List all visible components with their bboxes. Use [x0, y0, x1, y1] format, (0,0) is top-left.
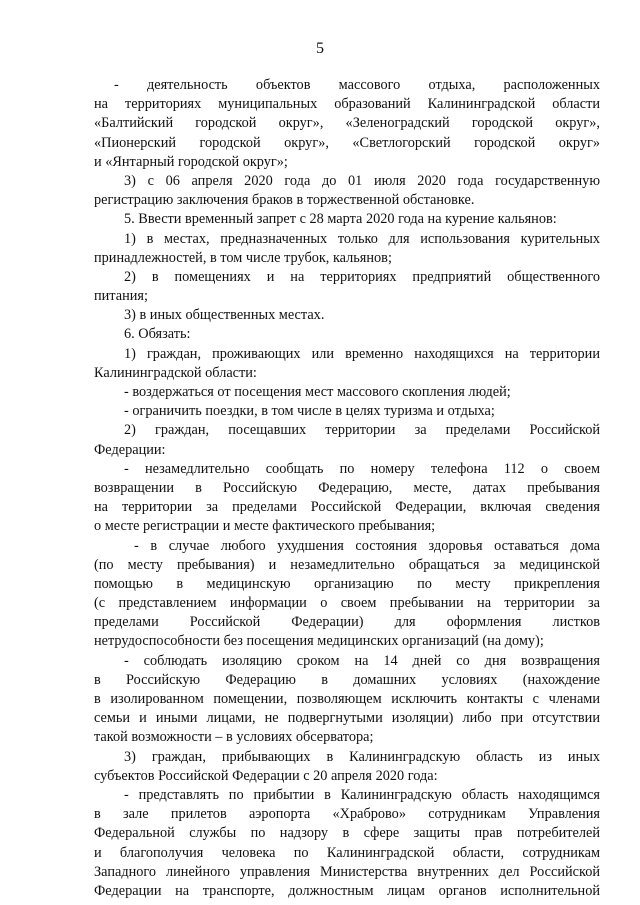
text-line: 2) в помещениях и на территориях предприятий общественного [124, 268, 600, 285]
text-line: в изолированном помещении, позволяющем исключить контакты с членами [94, 691, 600, 707]
text-line: 2) граждан, посещавших территории за пределами Российской [124, 422, 600, 439]
text-line: пределами Российской Федерации) для оформления листков [94, 614, 600, 631]
text-line: Калининградской области: [94, 364, 257, 381]
text-line: - незамедлительно сообщать по номеру телефона 112 о своем [124, 460, 600, 477]
text-line: такой возможности – в условиях обсерватора; [94, 729, 374, 746]
text-line: субъектов Российской Федерации с 20 апреля 2020 года: [94, 767, 438, 784]
text-line: «Балтийский городской округ», «Зеленоградский городской округ», [94, 115, 600, 132]
text-line: питания; [94, 288, 148, 305]
text-line: (с представлением информации о своем пребывании на территории за [94, 595, 600, 612]
text-line: Федерации: [94, 441, 166, 458]
text-line: (по месту пребывания) и незамедлительно обращаться за медицинской [94, 556, 600, 573]
text-line: на территории за пределами Российской Федерации, включая сведения [94, 499, 600, 516]
text-line: и благополучия человека по Калининградской области, сотрудникам [94, 844, 600, 861]
text-line: регистрацию заключения браков в торжественной обстановке. [94, 192, 475, 209]
text-line: - воздержаться от посещения мест массового скопления людей; [124, 384, 511, 400]
text-line: 1) граждан, проживающих или временно находящихся на территории [124, 345, 600, 362]
text-line: принадлежностей, в том числе трубок, кальянов; [94, 249, 392, 266]
document-body [94, 76, 600, 901]
text-line: помощью в медицинскую организацию по месту прикрепления [94, 575, 600, 592]
text-line: о месте регистрации и месте фактического пребывания; [94, 518, 436, 535]
text-line: на территориях муниципальных образований Калининградской области [94, 96, 600, 113]
text-line: 3) в иных общественных местах. [124, 307, 325, 324]
text-line: - деятельность объектов массового отдыха, расположенных [114, 77, 600, 93]
text-line: Федеральной службы по надзору в сфере защиты прав потребителей [94, 825, 600, 842]
text-line: Западного линейного управления Министерства внутренних дел Российской [94, 863, 600, 880]
text-line: - в случае любого ухудшения состояния здоровья оставаться дома [134, 537, 600, 554]
text-line: нетрудоспособности без посещения медицинских организаций (на дому); [94, 633, 544, 650]
text-line: и «Янтарный городской округ»; [94, 153, 288, 170]
text-line: 3) с 06 апреля 2020 года до 01 июля 2020 года государственную [124, 172, 600, 189]
text-line: в Российскую Федерацию в домашних условиях (нахождение [94, 671, 600, 688]
text-line: в зале прилетов аэропорта «Храброво» сотрудникам Управления [94, 806, 600, 823]
text-line: - соблюдать изоляцию сроком на 14 дней со дня возвращения [124, 652, 600, 669]
text-line: Федерации на транспорте, должностным лицам органов исполнительной [94, 882, 600, 899]
text-line: семьи и иными лицами, не подвергнутыми изоляции) либо при отсутствии [94, 710, 600, 727]
text-line: 1) в местах, предназначенных только для использования курительных [124, 230, 600, 247]
page-number: 5 [316, 40, 324, 57]
text-line: 6. Обязать: [124, 326, 191, 343]
text-line: 3) граждан, прибывающих в Калининградскую область из иных [124, 748, 600, 765]
text-line: 5. Ввести временный запрет с 28 марта 2020 года на курение кальянов: [124, 211, 557, 228]
text-line: - ограничить поездки, в том числе в целях туризма и отдыха; [124, 403, 495, 420]
text-line: «Пионерский городской округ», «Светлогорский городской округ» [94, 134, 600, 151]
text-line: - представлять по прибытии в Калининградскую область находящимся [124, 786, 600, 803]
text-line: возвращении в Российскую Федерацию, месте, датах пребывания [94, 479, 600, 496]
